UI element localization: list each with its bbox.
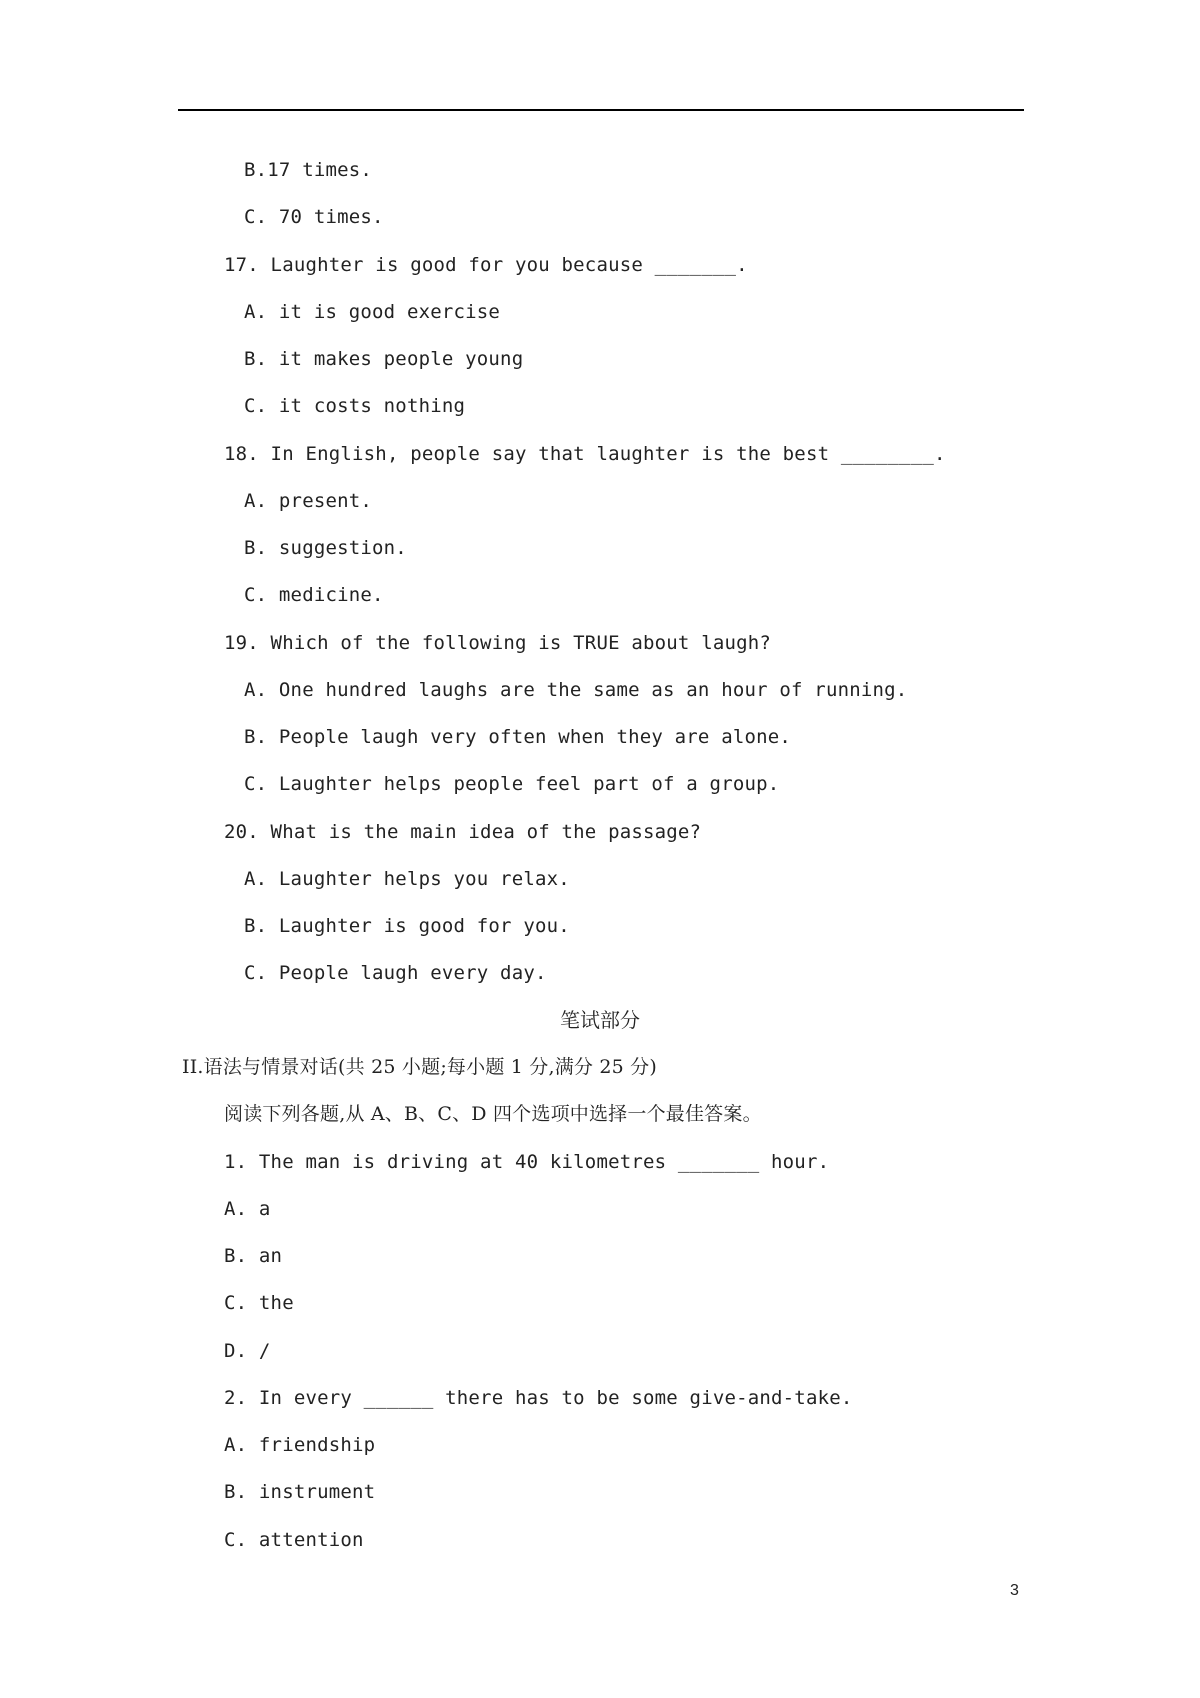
grammar-question-1: 1. The man is driving at 40 kilometres _______ hour. [224, 1151, 830, 1173]
header-rule [178, 109, 1024, 111]
option-20-b: B. Laughter is good for you. [244, 915, 570, 937]
option-16-b: B.17 times. [244, 159, 373, 181]
page-number: 3 [1010, 1582, 1019, 1599]
question-18: 18. In English, people say that laughter is the best ________. [224, 443, 946, 465]
grammar-option-1-b: B. an [224, 1245, 283, 1267]
option-18-c: C. medicine. [244, 584, 384, 606]
section-title: 笔试部分 [560, 1008, 640, 1032]
question-20: 20. What is the main idea of the passage? [224, 821, 702, 843]
option-17-b: B. it makes people young [244, 348, 524, 370]
grammar-option-1-d: D. / [224, 1340, 271, 1362]
question-19: 19. Which of the following is TRUE about laugh? [224, 632, 772, 654]
option-20-c: C. People laugh every day. [244, 962, 547, 984]
option-17-a: A. it is good exercise [244, 301, 501, 323]
option-17-c: C. it costs nothing [244, 395, 466, 417]
option-20-a: A. Laughter helps you relax. [244, 868, 570, 890]
section-heading: II.语法与情景对话(共 25 小题;每小题 1 分,满分 25 分) [182, 1056, 657, 1078]
grammar-option-1-a: A. a [224, 1198, 271, 1220]
option-16-c: C. 70 times. [244, 206, 384, 228]
grammar-option-2-a: A. friendship [224, 1434, 376, 1456]
option-19-a: A. One hundred laughs are the same as an hour of running. [244, 679, 908, 701]
section-instruction: 阅读下列各题,从 A、B、C、D 四个选项中选择一个最佳答案。 [224, 1103, 762, 1125]
grammar-option-2-b: B. instrument [224, 1481, 376, 1503]
option-18-b: B. suggestion. [244, 537, 407, 559]
grammar-option-1-c: C. the [224, 1292, 294, 1314]
grammar-question-2: 2. In every ______ there has to be some give-and-take. [224, 1387, 853, 1409]
option-19-c: C. Laughter helps people feel part of a group. [244, 773, 780, 795]
question-17: 17. Laughter is good for you because _______. [224, 254, 748, 276]
option-19-b: B. People laugh very often when they are alone. [244, 726, 792, 748]
grammar-option-2-c: C. attention [224, 1529, 364, 1551]
option-18-a: A. present. [244, 490, 373, 512]
